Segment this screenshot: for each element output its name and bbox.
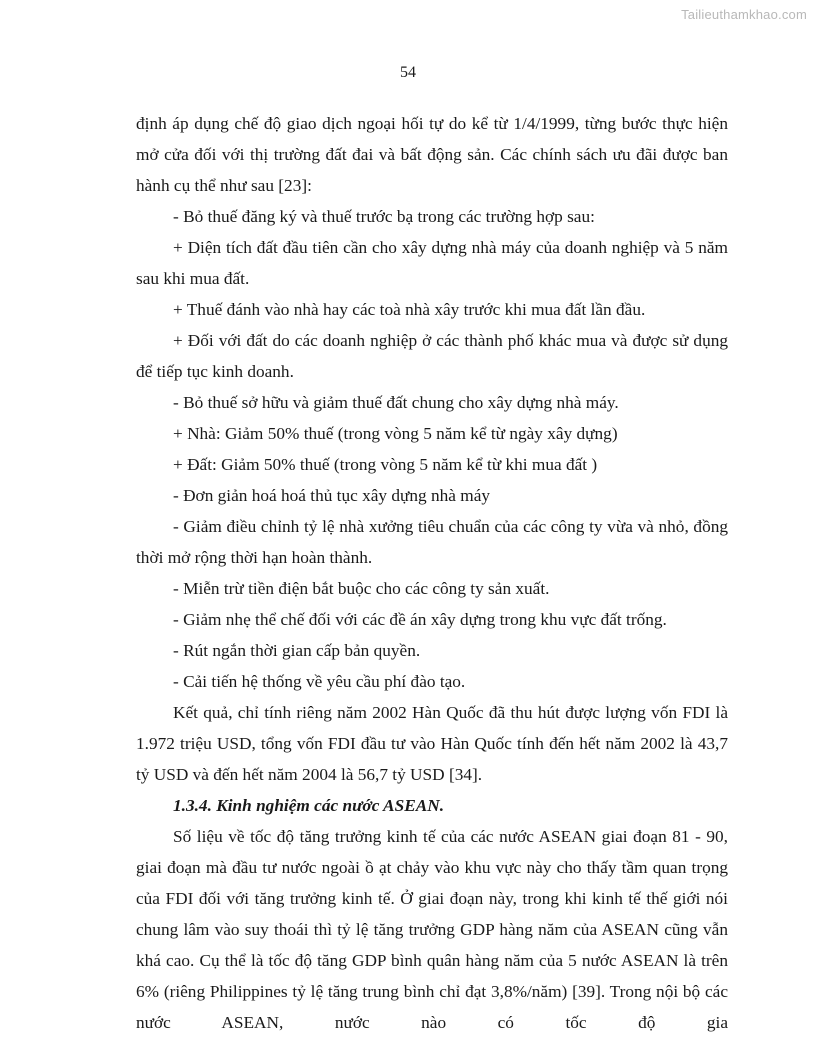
list-item: - Giảm nhẹ thể chế đối với các đề án xây dựng trong khu vực đất trống. (173, 610, 667, 629)
list-item: - Rút ngắn thời gian cấp bản quyền. (173, 641, 421, 660)
document-body (136, 108, 728, 1038)
list-item: + Nhà: Giảm 50% thuế (trong vòng 5 năm kể từ ngày xây dựng) (173, 424, 618, 443)
list-item: + Diện tích đất đầu tiên cần cho xây dựng nhà máy của doanh nghiệp và 5 năm sau khi mua đất. (136, 238, 728, 288)
list-item: - Bỏ thuế sở hữu và giảm thuế đất chung cho xây dựng nhà máy. (173, 393, 619, 412)
paragraph-result: Kết quả, chỉ tính riêng năm 2002 Hàn Quốc đã thu hút được lượng vốn FDI là 1.972 triệu USD, tổng vốn FDI đầu tư vào Hàn Quốc tính đến hết năm 2002 là 43,7 tỷ USD và đến hết năm 2004 là 56,7 tỷ USD [34]. (136, 703, 728, 784)
list-item: - Đơn giản hoá hoá thủ tục xây dựng nhà máy (173, 486, 491, 505)
watermark: Tailieuthamkhao.com (681, 7, 807, 22)
paragraph-asean: Số liệu về tốc độ tăng trưởng kinh tế của các nước ASEAN giai đoạn 81 - 90, giai đoạn mà đầu tư nước ngoài ồ ạt chảy vào khu vực này cho thấy tầm quan trọng của FDI đối với tăng trưởng kinh tế. Ở giai đoạn này, trong khi kinh tế thế giới nói chung lâm vào suy thoái thì tỷ lệ tăng trưởng GDP hàng năm của ASEAN cũng vẫn khá cao. Cụ thể là tốc độ tăng GDP bình quân hàng năm của 5 nước ASEAN là trên 6% (riêng Philippines tỷ lệ tăng trung bình chỉ đạt 3,8%/năm) [39]. Trong nội bộ các nước ASEAN, nước nào có tốc độ gia (136, 827, 728, 1032)
list-item: + Đối với đất do các doanh nghiệp ở các thành phố khác mua và được sử dụng để tiếp tục kinh doanh. (136, 331, 728, 381)
list-item: - Cải tiến hệ thống về yêu cầu phí đào tạo. (173, 672, 466, 691)
page-number: 54 (400, 64, 416, 81)
paragraph-intro: định áp dụng chế độ giao dịch ngoại hối tự do kể từ 1/4/1999, từng bước thực hiện mở cửa đối với thị trường đất đai và bất động sản. Các chính sách ưu đãi được ban hành cụ thể như sau [23]: (136, 114, 728, 195)
list-item: + Thuế đánh vào nhà hay các toà nhà xây trước khi mua đất lần đầu. (173, 300, 646, 319)
section-heading: 1.3.4. Kinh nghiệm các nước ASEAN. (173, 796, 445, 815)
list-item: - Miễn trừ tiền điện bắt buộc cho các công ty sản xuất. (173, 579, 550, 598)
list-item: + Đất: Giảm 50% thuế (trong vòng 5 năm kể từ khi mua đất ) (173, 455, 598, 474)
list-item: - Bỏ thuế đăng ký và thuế trước bạ trong các trường hợp sau: (173, 207, 595, 226)
list-item: - Giảm điều chỉnh tỷ lệ nhà xưởng tiêu chuẩn của các công ty vừa và nhỏ, đồng thời mở rộng thời hạn hoàn thành. (136, 517, 728, 567)
